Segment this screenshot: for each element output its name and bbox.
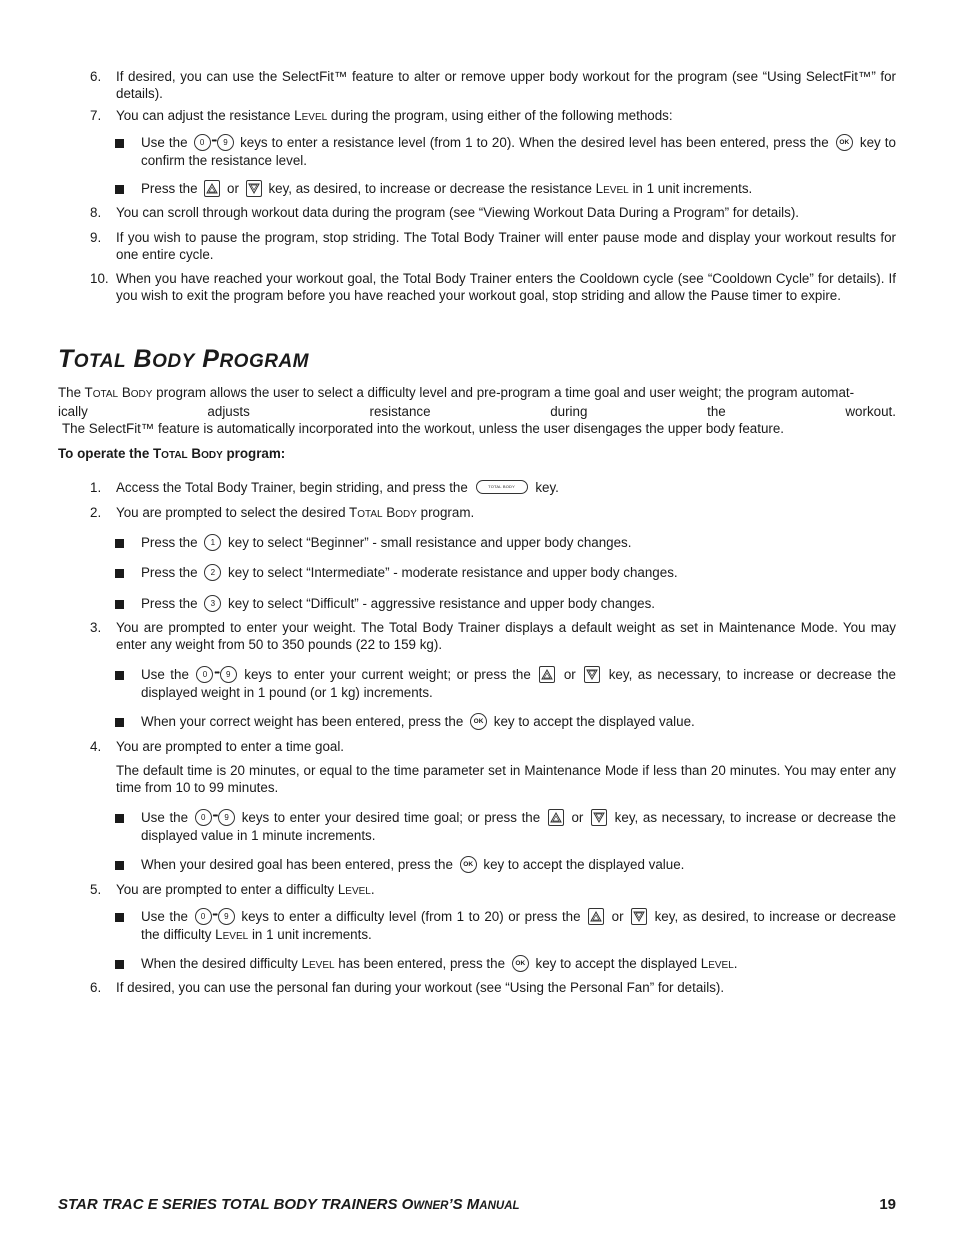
bullet-square: [115, 913, 124, 922]
bullet-square: [115, 861, 124, 870]
ok-key-icon: OK: [460, 856, 477, 873]
down-arrow-key-icon: [584, 666, 600, 683]
list-item-10: 10. When you have reached your workout goal, the Total Body Trainer enters the Cooldown cycle (see “Cooldown Cycle” for details). If you wish to exit the program before you have reached your workout goal, stop striding and allow the Pause timer to expire.: [90, 271, 896, 303]
footer-title: STAR TRAC E SERIES TOTAL BODY TRAINERS OWNER’S MANUAL: [58, 1196, 520, 1213]
total-body-key-icon: TOTAL BODY: [476, 480, 528, 494]
step-1: 1. Access the Total Body Trainer, begin striding, and press the TOTAL BODY key.: [90, 480, 559, 495]
number-keys-0-9-icon: 0 ••• 9: [196, 666, 236, 683]
key-3-icon: 3: [204, 595, 221, 612]
list-item-9: 9. If you wish to pause the program, stop striding. The Total Body Trainer will enter pause mode and display your workout results for one entire cycle.: [90, 230, 896, 262]
bullet-square: [115, 569, 124, 578]
down-arrow-key-icon: [246, 180, 262, 197]
up-arrow-key-icon: [548, 809, 564, 826]
bullet-square: [115, 600, 124, 609]
up-arrow-key-icon: [204, 180, 220, 197]
list-item-8: 8. You can scroll through workout data during the program (see “Viewing Workout Data During a Program” for details).: [90, 205, 800, 220]
number-keys-0-9-icon: 0 ••• 9: [194, 134, 234, 151]
page-number: 19: [879, 1196, 896, 1213]
intro-paragraph: The TOTAL BODY program allows the user to select a difficulty level and pre-program a time goal and user weight; the program automat- ically adjusts resistance during the workout. The SelectFit™ feature is automatically incorporated into the workout, unless the user disengages the upper body feature.: [58, 385, 896, 436]
down-arrow-key-icon: [631, 908, 647, 925]
number-keys-0-9-icon: 0 ••• 9: [195, 908, 235, 925]
operate-subheading: To operate the TOTAL BODY program:: [58, 446, 286, 461]
ok-key-icon: OK: [836, 134, 853, 151]
bullet-enter-weight: Use the 0 ••• 9 keys to enter your current weight; or press the or key, as necessary, to increase or decrease the displayed weight in 1 pound (or 1 kg) increments.: [115, 666, 896, 701]
bullet-resistance-keys: Use the 0 ••• 9 keys to enter a resistance level (from 1 to 20). When the desired level has been entered, press the OK key to confirm the resistance level.: [115, 134, 896, 169]
bullet-accept-time: When your desired goal has been entered, press the OK key to accept the displayed value.: [115, 856, 896, 874]
bullet-square: [115, 139, 124, 148]
key-1-icon: 1: [204, 534, 221, 551]
page-footer: [58, 1195, 896, 1216]
bullet-square: [115, 960, 124, 969]
up-arrow-key-icon: [539, 666, 555, 683]
step-2: 2. You are prompted to select the desired TOTAL BODY program.: [90, 505, 475, 520]
bullet-square: [115, 814, 124, 823]
ok-key-icon: OK: [512, 955, 529, 972]
bullet-square: [115, 671, 124, 680]
bullet-up-down-keys: Press the or key, as desired, to increase or decrease the resistance LEVEL in 1 unit increments.: [115, 180, 896, 199]
time-default-paragraph: The default time is 20 minutes, or equal to the time parameter set in Maintenance Mode if less than 20 minutes. You may enter any time from 10 to 99 minutes.: [116, 763, 896, 795]
step-3: 3. You are prompted to enter your weight. The Total Body Trainer displays a default weight as set in Maintenance Mode. You may enter any weight from 50 to 350 pounds (22 to 159 kg).: [90, 620, 896, 652]
bullet-difficult: Press the 3 key to select “Difficult” - aggressive resistance and upper body changes.: [115, 595, 896, 613]
bullet-accept-weight: When your correct weight has been entered, press the OK key to accept the displayed value.: [115, 713, 896, 731]
bullet-square: [115, 185, 124, 194]
bullet-square: [115, 718, 124, 727]
key-2-icon: 2: [204, 564, 221, 581]
up-arrow-key-icon: [588, 908, 604, 925]
list-item-6: 6. If desired, you can use the SelectFit™ feature to alter or remove upper body workout for the program (see “Using SelectFit™” for details).: [90, 69, 896, 101]
bullet-intermediate: Press the 2 key to select “Intermediate” - moderate resistance and upper body changes.: [115, 564, 896, 582]
step-5: 5. You are prompted to enter a difficulty LEVEL.: [90, 882, 375, 897]
section-heading: TOTAL BODY PROGRAM: [58, 345, 309, 373]
bullet-square: [115, 539, 124, 548]
list-item-7: 7. You can adjust the resistance LEVEL during the program, using either of the following methods:: [90, 108, 673, 123]
bullet-beginner: Press the 1 key to select “Beginner” - small resistance and upper body changes.: [115, 534, 896, 552]
bullet-enter-time: Use the 0 ••• 9 keys to enter your desired time goal; or press the or key, as necessary, to increase or decrease the displayed value in 1 minute increments.: [115, 809, 896, 844]
down-arrow-key-icon: [591, 809, 607, 826]
bullet-accept-difficulty: When the desired difficulty LEVEL has been entered, press the OK key to accept the displayed LEVEL.: [115, 955, 896, 974]
number-keys-0-9-icon: 0 ••• 9: [195, 809, 235, 826]
ok-key-icon: OK: [470, 713, 487, 730]
step-6: 6. If desired, you can use the personal fan during your workout (see “Using the Personal Fan” for details).: [90, 980, 725, 995]
step-4: 4. You are prompted to enter a time goal.: [90, 739, 345, 754]
bullet-enter-difficulty: Use the 0 ••• 9 keys to enter a difficulty level (from 1 to 20) or press the or key, as desired, to increase or decrease the difficulty LEVEL in 1 unit increments.: [115, 908, 896, 945]
